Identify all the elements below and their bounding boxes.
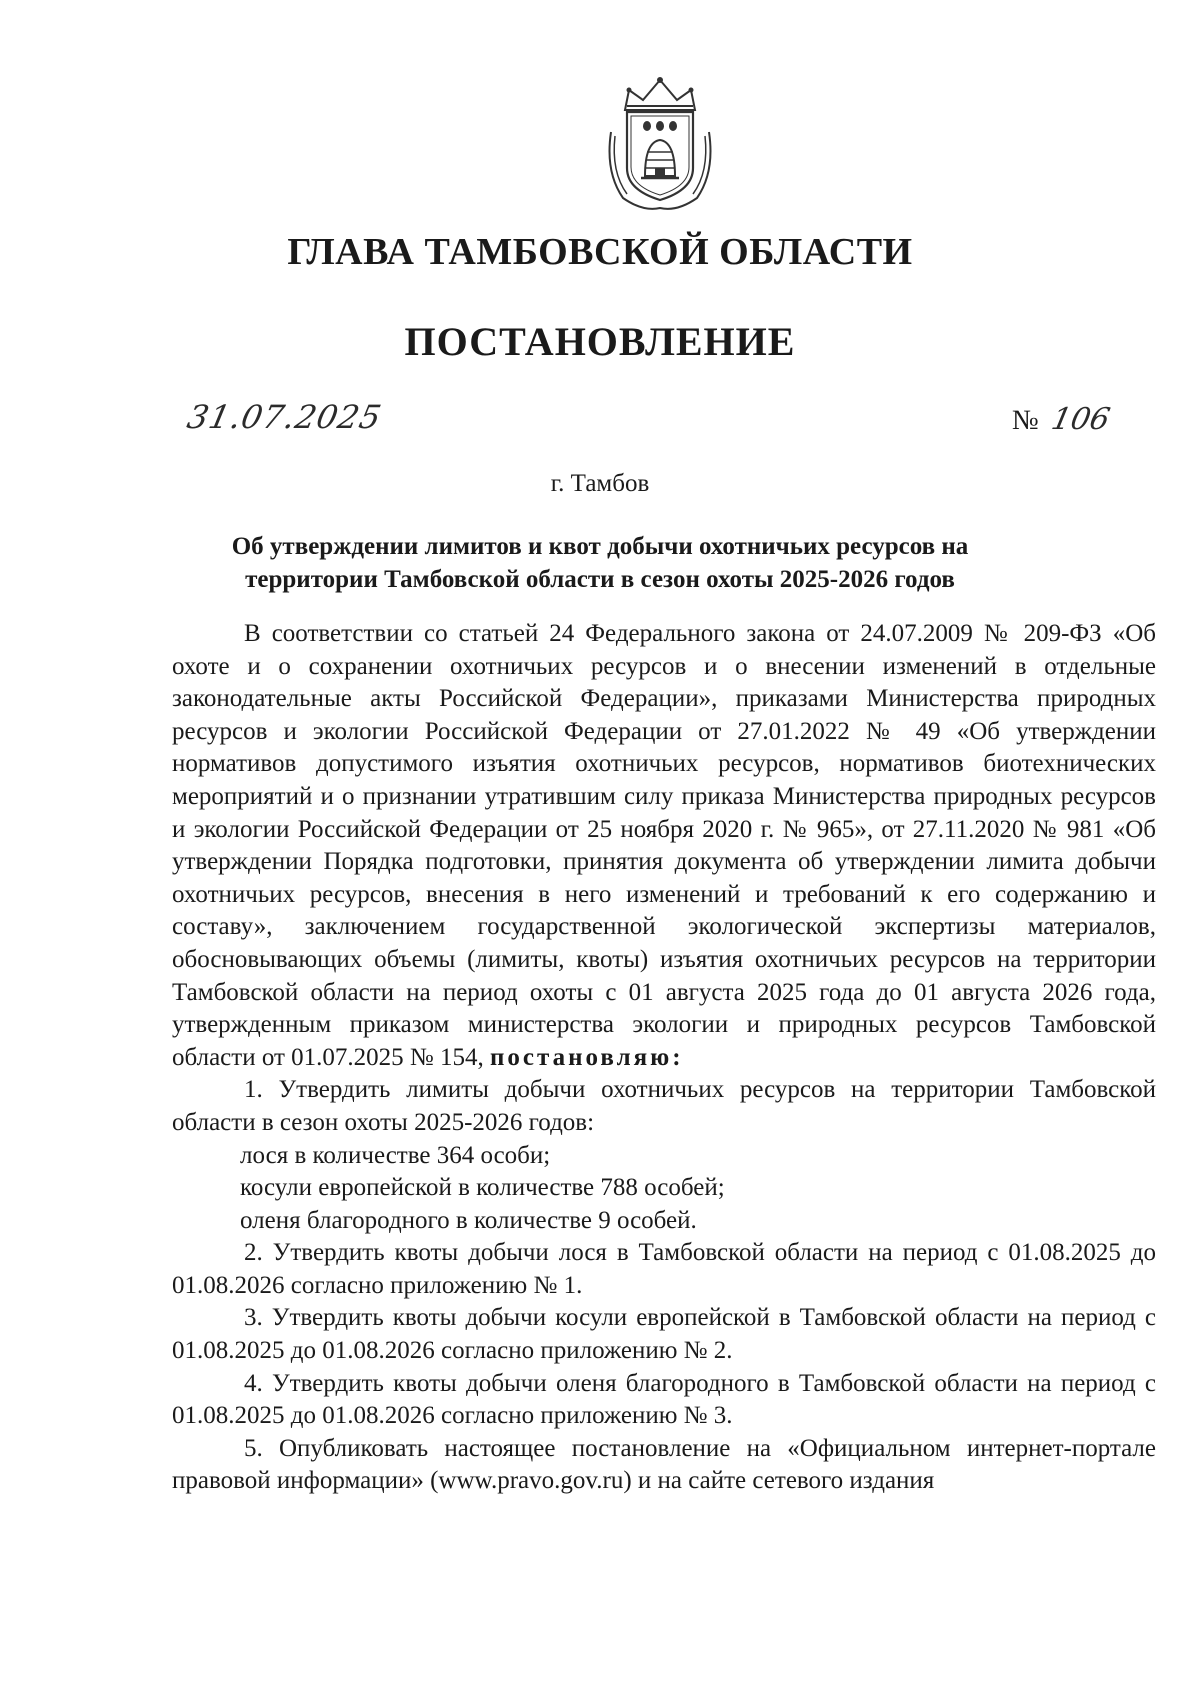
item-4: 4. Утвердить квоты добычи оленя благородного в Тамбовской области на период с 01.08.2025 до 01.08.2026 согласно приложению № 3. (172, 1369, 1156, 1430)
preamble-text: В соответствии со статьей 24 Федерального закона от 24.07.2009 № 209-ФЗ «Об охоте и о сохранении охотничьих ресурсов и о внесении изменений в отдельные законодательные акты Российской Федерации», приказами Министерства природных ресурсов и экологии Российской Федерации от 27.01.2022 № 49 «Об утверждении нормативов допустимого изъятия охотничьих ресурсов, нормативов биотехнических мероприятий и о признании утратившим силу приказа Министерства природных ресурсов и экологии Российской Федерации от 25 ноября 2020 г. № 965», от 27.11.2020 № 981 «Об утверждении Порядка подготовки, принятия документа об утверждении лимита добычи охотничьих ресурсов, внесения в него изменений и требований к его содержанию и составу», заключением государственной экологической экспертизы материалов, обосновывающих объемы (лимиты, квоты) изъятия охотничьих ресурсов на территории Тамбовской области на период охоты с 01 августа 2025 года до 01 августа 2026 года, утвержденным приказом министерства экологии и природных ресурсов Тамбовской области от 01.07.2025 № 154, (172, 620, 1156, 1071)
item-5: 5. Опубликовать настоящее постановление на «Официальном интернет-портале правовой информации» (www.pravo.gov.ru) и на сайте сетевого издания (172, 1434, 1156, 1495)
document-title: Об утверждении лимитов и квот добычи охотничьих ресурсов на территории Тамбовской области в сезон охоты 2025-2026 годов (231, 533, 969, 593)
document-date: 31.07.2025 (183, 398, 386, 436)
item-3: 3. Утвердить квоты добычи косули европейской в Тамбовской области на период с 01.08.2025 до 01.08.2026 согласно приложению № 2. (172, 1304, 1156, 1365)
document-number: 106 (1047, 402, 1113, 437)
document-body (172, 618, 1156, 1498)
item-2: 2. Утвердить квоты добычи лося в Тамбовской области на период с 01.08.2025 до 01.08.2026 согласно приложению № 1. (172, 1239, 1156, 1299)
limit-roe-deer: косули европейской в количестве 788 особей; (240, 1174, 725, 1202)
number-sign: № (1012, 405, 1039, 436)
coat-of-arms-icon (603, 72, 717, 212)
resolve-word: постановляю: (490, 1043, 684, 1071)
document-type-heading: ПОСТАНОВЛЕНИЕ (404, 319, 796, 364)
document-number-block (1012, 402, 1113, 437)
limit-red-deer: оленя благородного в количестве 9 особей. (240, 1206, 697, 1234)
city-line: г. Тамбов (550, 470, 650, 497)
limit-moose: лося в количестве 364 особи; (240, 1141, 551, 1169)
preamble-paragraph (172, 618, 1156, 1074)
authority-heading: ГЛАВА ТАМБОВСКОЙ ОБЛАСТИ (287, 231, 913, 273)
item-1: 1. Утвердить лимиты добычи охотничьих ресурсов на территории Тамбовской области в сезон охоты 2025-2026 годов: (172, 1076, 1156, 1136)
